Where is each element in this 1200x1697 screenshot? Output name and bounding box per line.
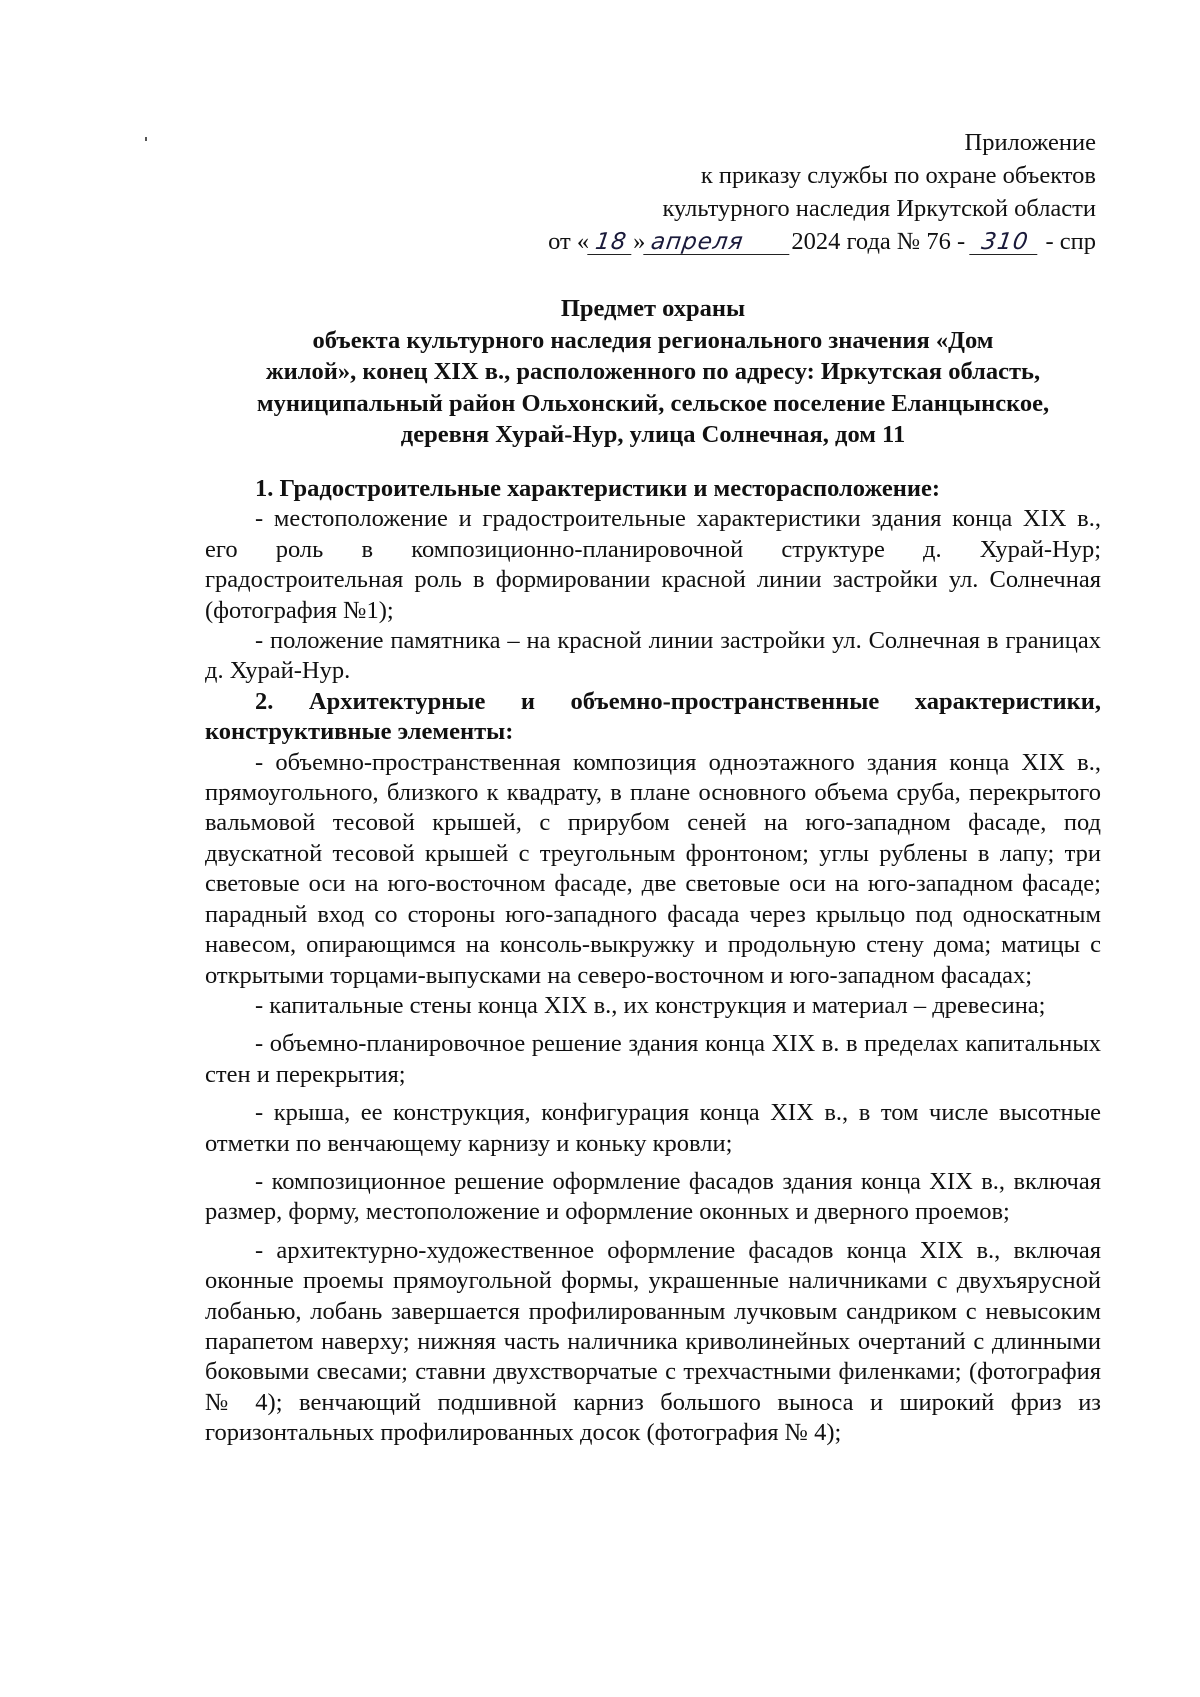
section-2-item: - крыша, ее конструкция, конфигурация конца XIX в., в том числе высотные отметки по венчающему карнизу и коньку кровли; [205, 1099, 1101, 1157]
title-line-1: Предмет охраны [560, 295, 746, 322]
order-prefix: от « [548, 228, 590, 255]
handwritten-day: 18 [587, 230, 635, 255]
document-title [205, 293, 1101, 451]
section-2-heading: 2. Архитектурные и объемно-пространственные характеристики, конструктивные элементы: [205, 687, 1101, 746]
appendix-label: Приложение [964, 129, 1096, 156]
title-line-2: объекта культурного наследия регионального значения «Дом [312, 326, 994, 354]
order-reference-line: к приказу службы по охране объектов [700, 162, 1096, 189]
section-2-item: - капитальные стены конца XIX в., их конструкция и материал – древесина; [255, 991, 1046, 1019]
order-suffix: - спр [1045, 228, 1096, 255]
section-1-item: - местоположение и градостроительные характеристики здания конца XIX в., его роль в композиционно-планировочной структуре д. Хурай-Нур; градостроительная роль в формировании красной линии застройки ул. Солнечная (фотография №1); [205, 505, 1101, 624]
handwritten-month: апреля [644, 230, 794, 255]
title-line-5: деревня Хурай-Нур, улица Солнечная, дом 11 [400, 421, 906, 448]
authority-line: культурного наследия Иркутской области [662, 195, 1096, 222]
order-year-text: 2024 года № 76 - [791, 228, 966, 255]
title-line-4: муниципальный район Ольхонский, сельское поселение Еланцынское, [256, 389, 1050, 417]
section-2-item: - композиционное решение оформление фасадов здания конца XIX в., включая размер, форму, местоположение и оформление оконных и дверного проемов; [205, 1167, 1101, 1226]
title-line-3: жилой», конец XIX в., расположенного по адресу: Иркутская область, [265, 358, 1041, 385]
section-2-item: - объемно-планировочное решение здания конца XIX в. в пределах капитальных стен и перекрытия; [205, 1030, 1101, 1088]
section-2-item: - объемно-пространственная композиция одноэтажного здания конца XIX в., прямоугольного, близкого к квадрату, в плане основного объема сруба, перекрытого вальмовой тесовой крышей, с прирубом сеней на юго-западном фасаде, под двускатной тесовой крышей с треугольным фронтоном; углы рублены в лапу; три световые оси на юго-восточном фасаде, две световые оси на юго-западном фасаде; парадный вход со стороны юго-западного фасада через крыльцо под односкатным навесом, опирающимся на консоль-выкружку и продольную стену дома; матицы с открытыми торцами-выпусками на северо-восточном и юго-западном фасадах; [205, 748, 1101, 989]
section-2-item: - архитектурно-художественное оформление фасадов конца XIX в., включая оконные проемы прямоугольной формы, украшенные наличниками с двухъярусной лобанью, лобань завершается профилированным лучковым сандриком с невысоким парапетом наверху; нижняя часть наличника криволинейных очертаний с длинными боковыми свесами; ставни двухстворчатые с трехчастными филенками; (фотография № 4); венчающий подшивной карниз большого выноса и широкий фриз из горизонтальных профилированных досок (фотография № 4); [205, 1236, 1101, 1447]
document-body [205, 474, 1101, 1449]
order-date-line [548, 225, 1096, 258]
handwritten-order-number: 310 [970, 230, 1042, 255]
order-mid: » [633, 228, 646, 255]
appendix-header [548, 126, 1096, 258]
section-1-heading: 1. Градостроительные характеристики и месторасположение: [255, 475, 941, 502]
section-1-item: - положение памятника – на красной линии застройки ул. Солнечная в границах д. Хурай-Нур. [205, 627, 1101, 685]
scan-speck [145, 137, 147, 141]
